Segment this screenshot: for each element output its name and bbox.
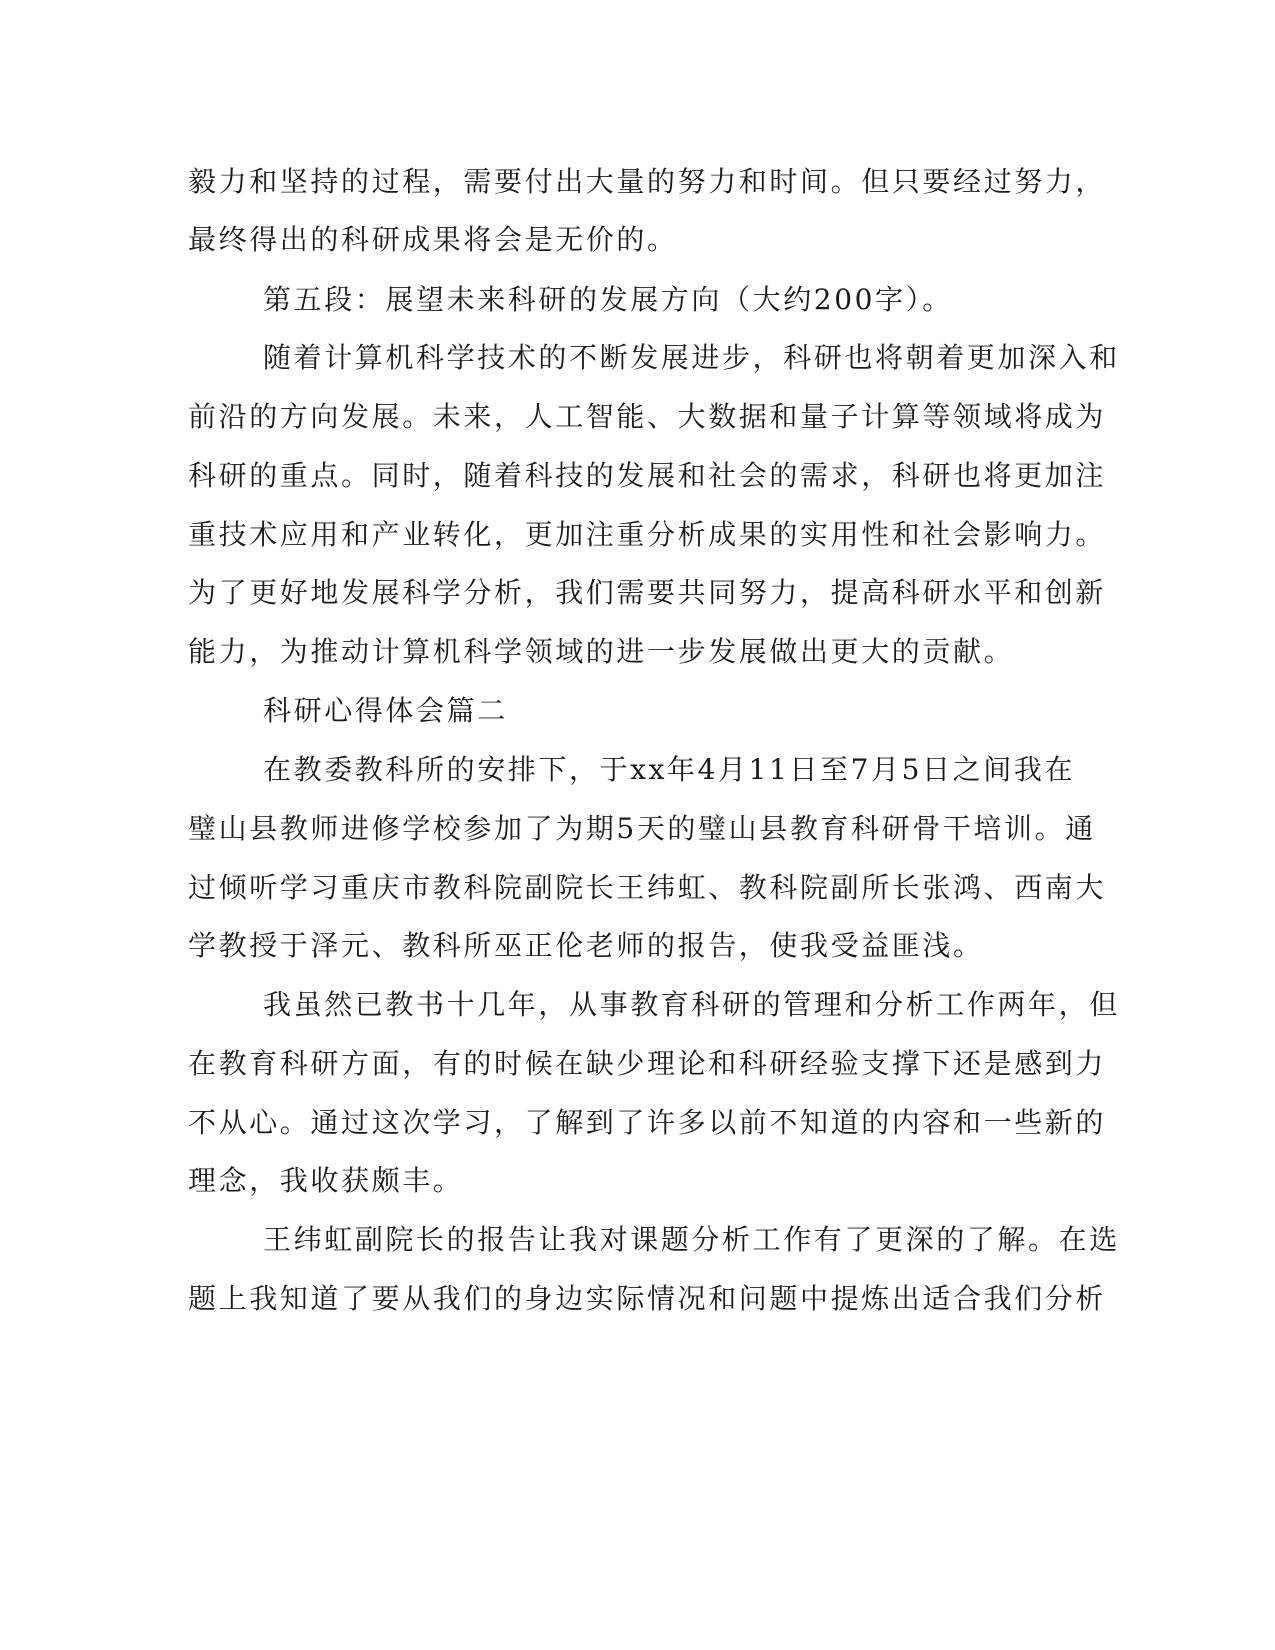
text-line: 我虽然已教书十几年，从事教育科研的管理和分析工作两年，但 bbox=[263, 988, 1120, 1021]
section-heading: 第五段：展望未来科研的发展方向（大约200字）。 bbox=[263, 283, 953, 316]
text-line: 王纬虹副院长的报告让我对课题分析工作有了更深的了解。在选 bbox=[263, 1223, 1120, 1256]
text-line: 随着计算机科学技术的不断发展进步，科研也将朝着更加深入和 bbox=[263, 341, 1120, 374]
text-line: 题上我知道了要从我们的身边实际情况和问题中提炼出适合我们分析 bbox=[188, 1282, 1107, 1315]
text-line: 能力，为推动计算机科学领域的进一步发展做出更大的贡献。 bbox=[188, 635, 1015, 668]
text-line: 不从心。通过这次学习，了解到了许多以前不知道的内容和一些新的 bbox=[188, 1106, 1107, 1139]
text-line: 科研的重点。同时，随着科技的发展和社会的需求，科研也将更加注 bbox=[188, 459, 1107, 492]
text-line: 为了更好地发展科学分析，我们需要共同努力，提高科研水平和创新 bbox=[188, 576, 1107, 609]
text-line: 学教授于泽元、教科所巫正伦老师的报告，使我受益匪浅。 bbox=[188, 929, 984, 962]
text-line: 过倾听学习重庆市教科院副院长王纬虹、教科院副所长张鸿、西南大 bbox=[188, 871, 1107, 904]
text-line: 毅力和坚持的过程，需要付出大量的努力和时间。但只要经过努力， bbox=[188, 165, 1107, 198]
section-heading: 科研心得体会篇二 bbox=[263, 694, 508, 727]
text-line: 最终得出的科研成果将会是无价的。 bbox=[188, 223, 678, 256]
text-line: 在教委教科所的安排下，于xx年4月11日至7月5日之间我在 bbox=[263, 753, 1076, 786]
text-line: 前沿的方向发展。未来，人工智能、大数据和量子计算等领域将成为 bbox=[188, 400, 1107, 433]
text-line: 在教育科研方面，有的时候在缺少理论和科研经验支撑下还是感到力 bbox=[188, 1047, 1107, 1080]
text-line: 璧山县教师进修学校参加了为期5天的璧山县教育科研骨干培训。通 bbox=[188, 812, 1096, 845]
text-line: 重技术应用和产业转化，更加注重分析成果的实用性和社会影响力。 bbox=[188, 518, 1107, 551]
text-line: 理念，我收获颇丰。 bbox=[188, 1164, 464, 1197]
